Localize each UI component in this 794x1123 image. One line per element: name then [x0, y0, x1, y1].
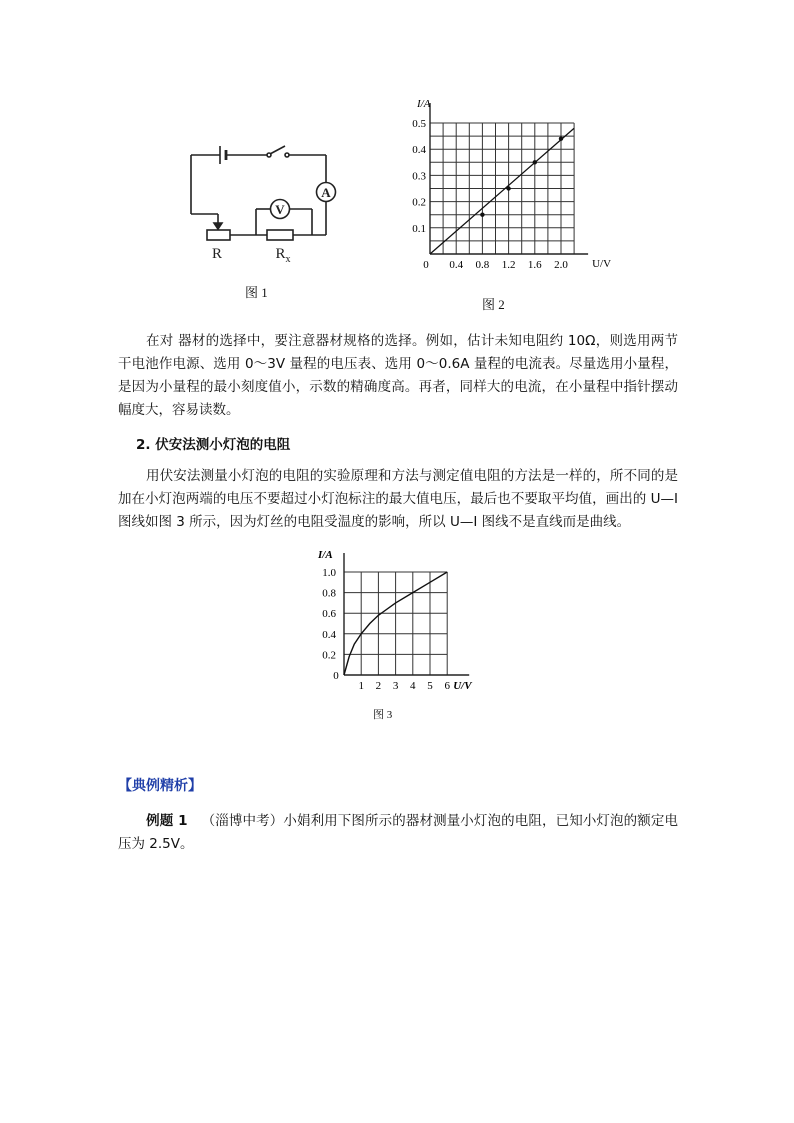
x-axis-label: U/V: [592, 258, 612, 270]
rheostat-label: R: [211, 246, 223, 262]
y-tick-label: 0.3: [412, 170, 426, 183]
y-tick-label: 0.2: [412, 196, 426, 209]
y-tick-label: 0.5: [412, 118, 426, 130]
data-line: [430, 128, 574, 254]
y-tick-label: 0.8: [322, 587, 336, 600]
x-tick-label: 6: [444, 680, 450, 692]
resistor-label: $R_x$: [275, 246, 291, 265]
figure-2-caption: 图 2: [482, 297, 505, 312]
x-tick-label: 1.2: [501, 259, 516, 271]
data-point: [506, 186, 510, 190]
x-tick-label: 0.8: [475, 259, 490, 271]
figure-3-caption: 图 3: [373, 709, 393, 721]
y-tick-label: 0.6: [322, 608, 336, 621]
x-tick-label: 2.0: [554, 259, 568, 271]
y-tick-label: 0.4: [322, 628, 336, 641]
x-tick-label: 1.6: [527, 259, 542, 271]
x-tick-label: 5: [427, 680, 433, 692]
example-1: [118, 810, 678, 856]
paragraph-bulb-resistance: 用伏安法测量小灯泡的电阻的实验原理和方法与测定值电阻的方法是一样的，所不同的是加在小灯泡两端的电压不要超过小灯泡标注的最大值电压，最后也不要取平均值，画出的 U—I 图线如图 3 所示，因为灯丝的电阻受温度的影响，所以 U—I 图线不是直线而是曲线。: [118, 468, 678, 530]
resistor-box: [267, 230, 293, 240]
x-axis-label: U/V: [453, 680, 472, 692]
y-tick-label: 0.2: [322, 649, 336, 662]
ammeter-label: A: [321, 185, 331, 200]
section-typical-examples: 【典例精析】: [118, 778, 202, 794]
figure-1-circuit: [180, 135, 350, 270]
switch-contact: [285, 153, 289, 157]
data-point: [480, 213, 484, 217]
x-tick-label: 1: [358, 680, 364, 692]
y-tick-label: 1.0: [322, 567, 336, 579]
example-1-text: （淄博中考）小娟利用下图所示的器材测量小灯泡的电阻，已知小灯泡的额定电压为 2.5V。: [118, 813, 679, 852]
rheostat-box: [207, 230, 230, 240]
origin-label: 0: [333, 670, 339, 682]
origin-label: 0: [423, 259, 429, 271]
slider-arrow: [214, 223, 222, 229]
figure-3-chart: [312, 545, 487, 695]
voltmeter-label: V: [275, 202, 285, 217]
x-tick-label: 4: [410, 680, 416, 692]
x-tick-label: 2: [375, 680, 382, 692]
x-tick-label: 0.4: [449, 259, 464, 271]
y-tick-label: 0.1: [412, 222, 426, 235]
section-2-title: 2. 伏安法测小灯泡的电阻: [136, 437, 291, 453]
data-point: [559, 137, 563, 141]
y-axis-label: I/A: [318, 549, 333, 561]
figure-1-caption: 图 1: [245, 285, 268, 300]
data-point: [533, 160, 537, 164]
y-axis-label: I/A: [417, 98, 431, 110]
switch-blade: [270, 146, 285, 154]
example-1-label: 例题 1: [146, 813, 188, 829]
y-tick-label: 0.4: [412, 144, 426, 157]
paragraph-equipment-selection: 在对 器材的选择中，要注意器材规格的选择。例如，估计未知电阻约 10Ω，则选用两节干电池作电源、选用 0～3V 量程的电压表、选用 0～0.6A 量程的电流表。尽量选用小量程，是因为小量程的最小刻度值小，示数的精确度高。再者，同样大的电流，在小量程中指针摆动幅度大，容易读数。: [118, 333, 678, 418]
figure-2-chart: [403, 95, 612, 280]
x-tick-label: 3: [392, 680, 399, 692]
